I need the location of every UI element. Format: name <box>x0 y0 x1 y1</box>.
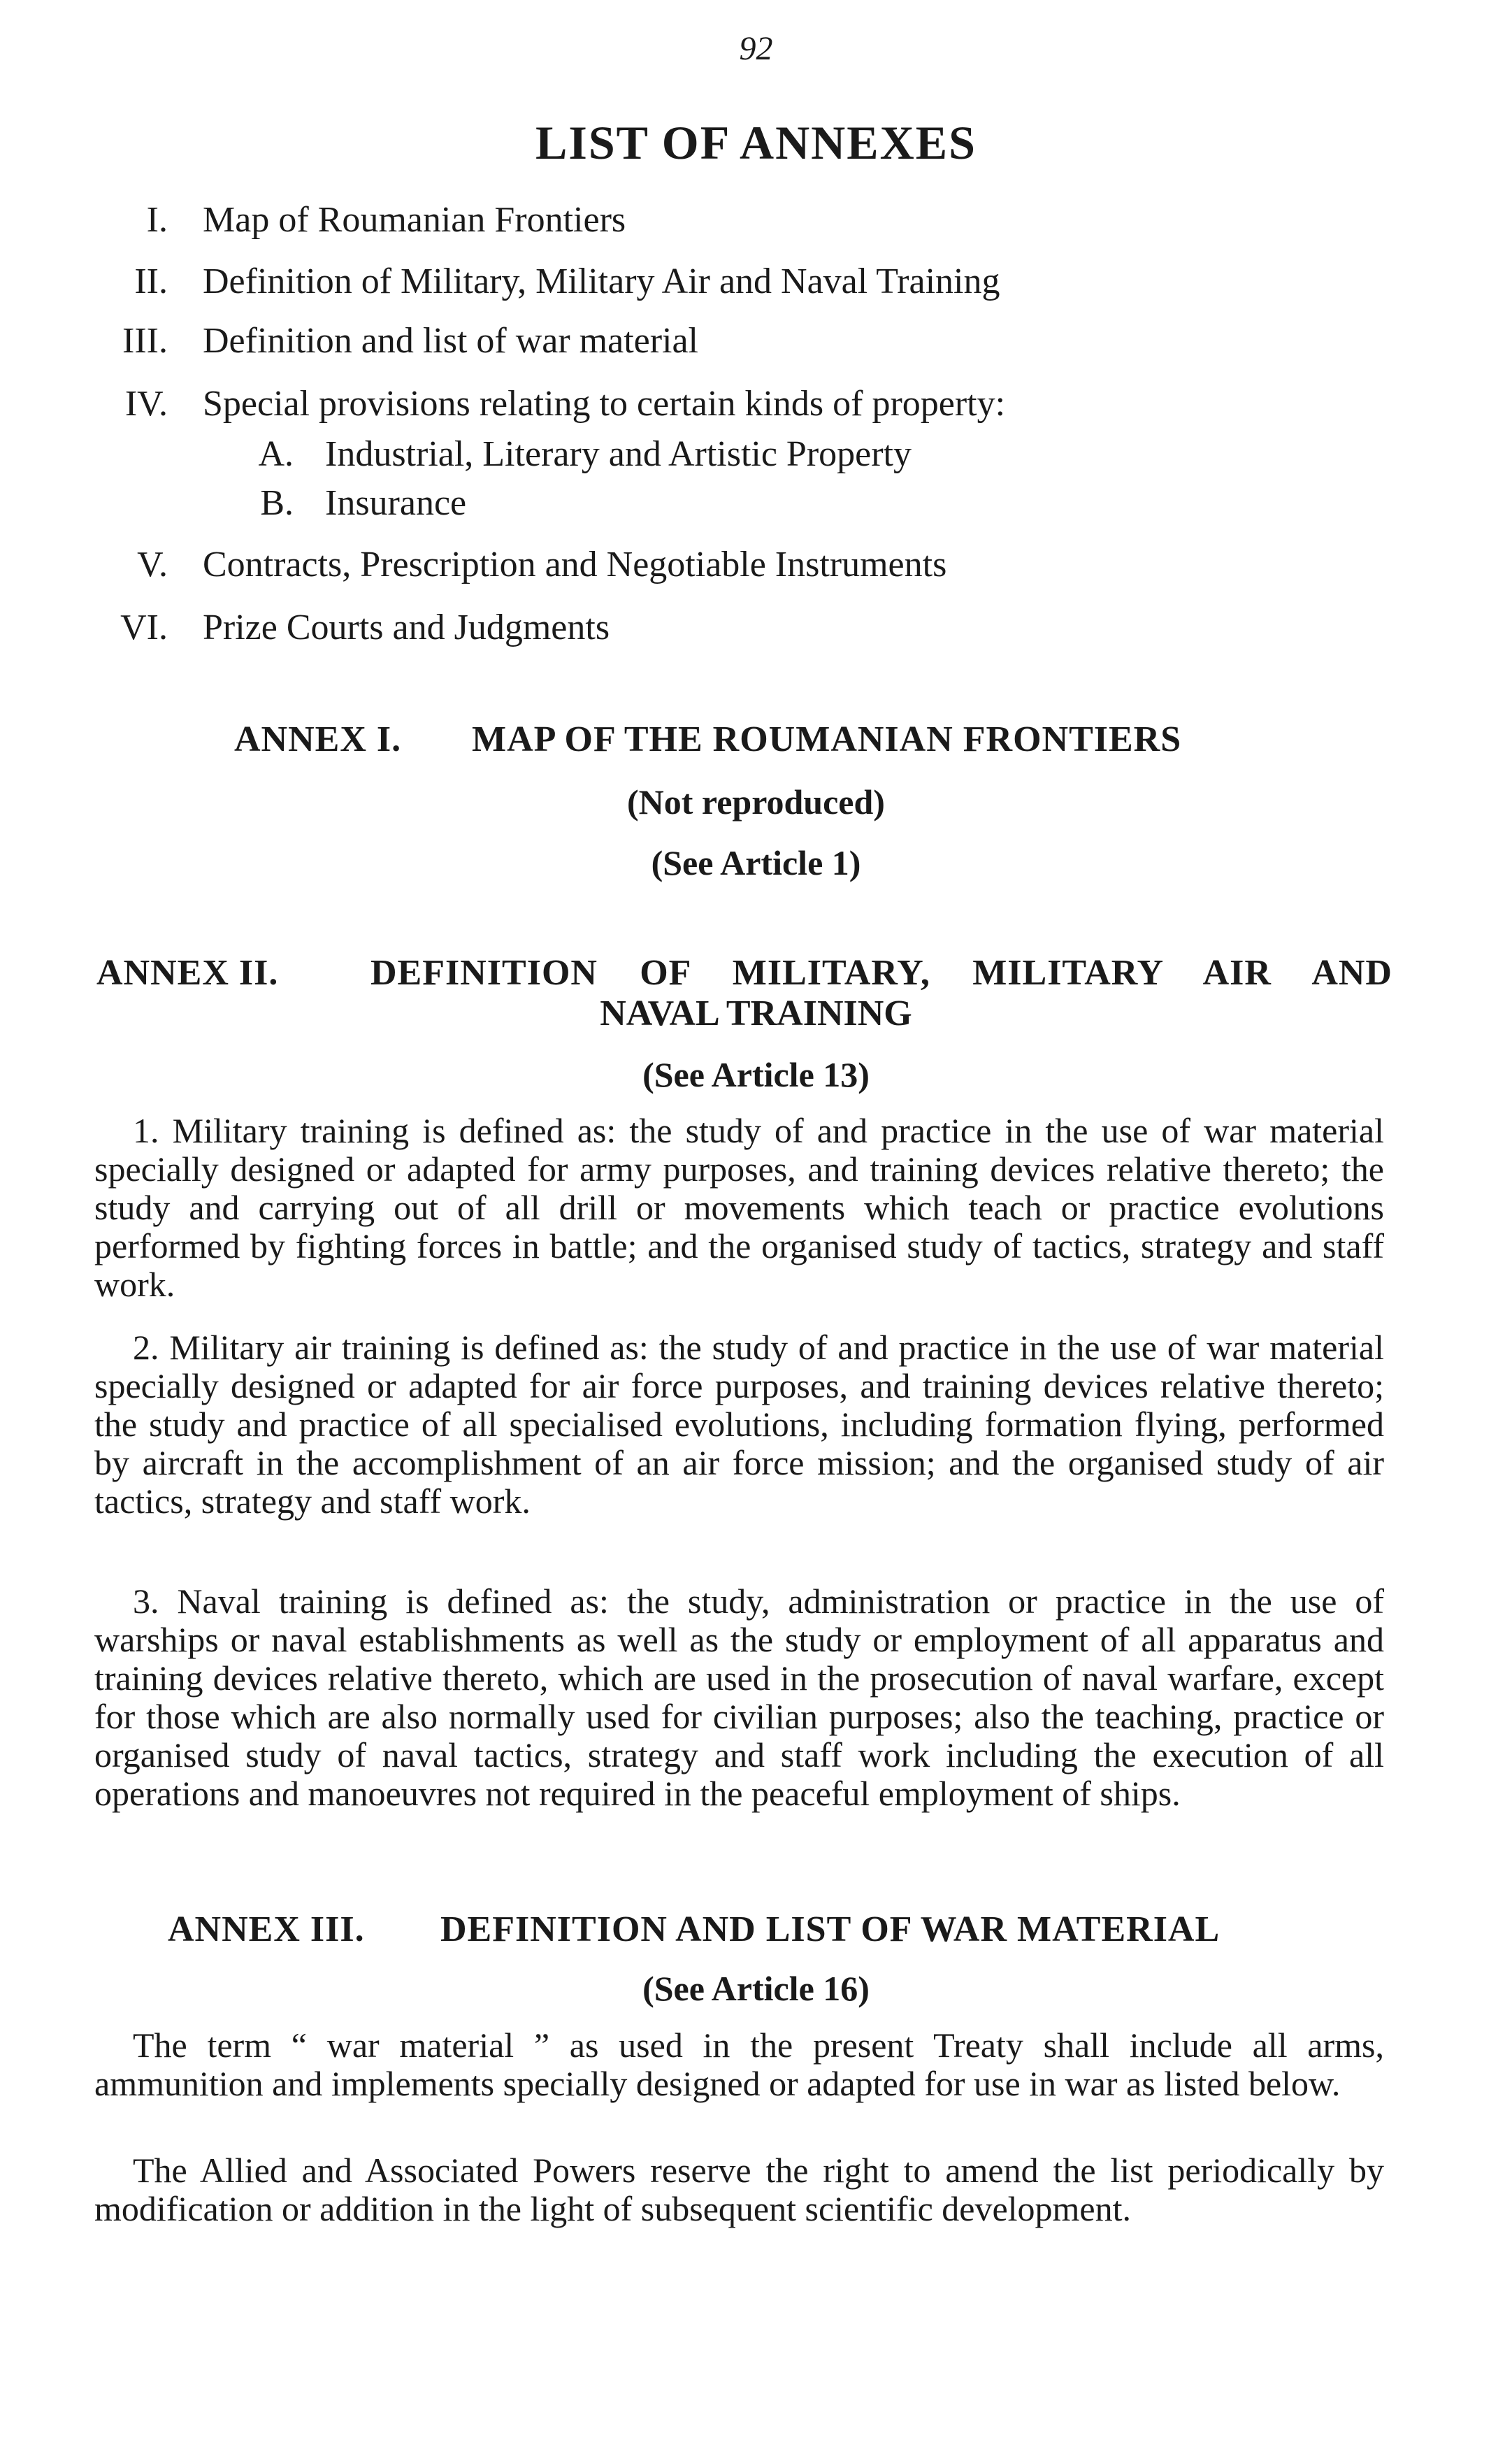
list-numeral: I. <box>146 200 168 240</box>
annex-title: DEFINITION OF MILITARY, MILITARY AIR AND <box>370 953 1392 993</box>
list-numeral: A. <box>258 434 294 474</box>
list-numeral: III. <box>122 321 168 361</box>
article-reference: (See Article 1) <box>651 843 861 882</box>
annex-title-continued: NAVAL TRAINING <box>600 994 912 1033</box>
paragraph: 2. Military air training is defined as: the study of and practice in the use of war material specially designed or adapted for air force purposes, and training devices relative thereto; the study and practice of all specialised evolutions, including formation flying, performed by aircraft in the accomplishment of an air force mission; and the organised study of air tactics, strategy and staff work. <box>94 1328 1384 1521</box>
annex-label: ANNEX II. <box>96 953 279 993</box>
list-numeral: B. <box>260 483 294 523</box>
list-numeral: VI. <box>120 608 168 647</box>
annex-title: MAP OF THE ROUMANIAN FRONTIERS <box>472 719 1182 759</box>
list-text: Insurance <box>325 483 467 523</box>
list-text: Special provisions relating to certain kinds of property: <box>203 384 1006 424</box>
annex-label: ANNEX I. <box>234 719 402 759</box>
article-reference: (See Article 16) <box>642 1969 870 2008</box>
paragraph: The Allied and Associated Powers reserve the right to amend the list periodically by modification or addition in the light of subsequent scientific development. <box>94 2151 1384 2228</box>
list-text: Industrial, Literary and Artistic Property <box>325 434 912 474</box>
list-text: Prize Courts and Judgments <box>203 608 610 647</box>
paragraph: 3. Naval training is defined as: the study, administration or practice in the use of warships or naval establishments as well as the study or employment of all apparatus and training devices relative thereto, which are used in the prosecution of naval warfare, except for those which are also normally used for civilian purposes; also the teaching, practice or organised study of naval tactics, strategy and staff work including the execution of all operations and manoeuvres not required in the peaceful employment of ships. <box>94 1582 1384 1813</box>
list-text: Map of Roumanian Frontiers <box>203 200 626 240</box>
paragraph: 1. Military training is defined as: the study of and practice in the use of war material specially designed or adapted for army purposes, and training devices relative thereto; the study and carrying out of all drill or movements which teach or practice evolutions performed by fighting forces in battle; and the organised study of tactics, strategy and staff work. <box>94 1111 1384 1304</box>
list-text: Contracts, Prescription and Negotiable Instruments <box>203 545 947 585</box>
paragraph: The term “ war material ” as used in the present Treaty shall include all arms, ammunition and implements specially designed or adapted for use in war as listed below. <box>94 2025 1384 2103</box>
annex-label: ANNEX III. <box>168 1909 365 1949</box>
list-numeral: IV. <box>124 384 168 424</box>
list-text: Definition of Military, Military Air and Naval Training <box>203 261 1000 301</box>
list-text: Definition and list of war material <box>203 321 699 361</box>
list-numeral: V. <box>137 545 168 585</box>
article-reference: (See Article 13) <box>642 1055 870 1094</box>
page-number: 92 <box>739 30 773 67</box>
annex-note: (Not reproduced) <box>627 782 885 822</box>
page-title: LIST OF ANNEXES <box>535 116 977 169</box>
annex-title: DEFINITION AND LIST OF WAR MATERIAL <box>440 1909 1221 1949</box>
list-numeral: II. <box>134 261 168 301</box>
